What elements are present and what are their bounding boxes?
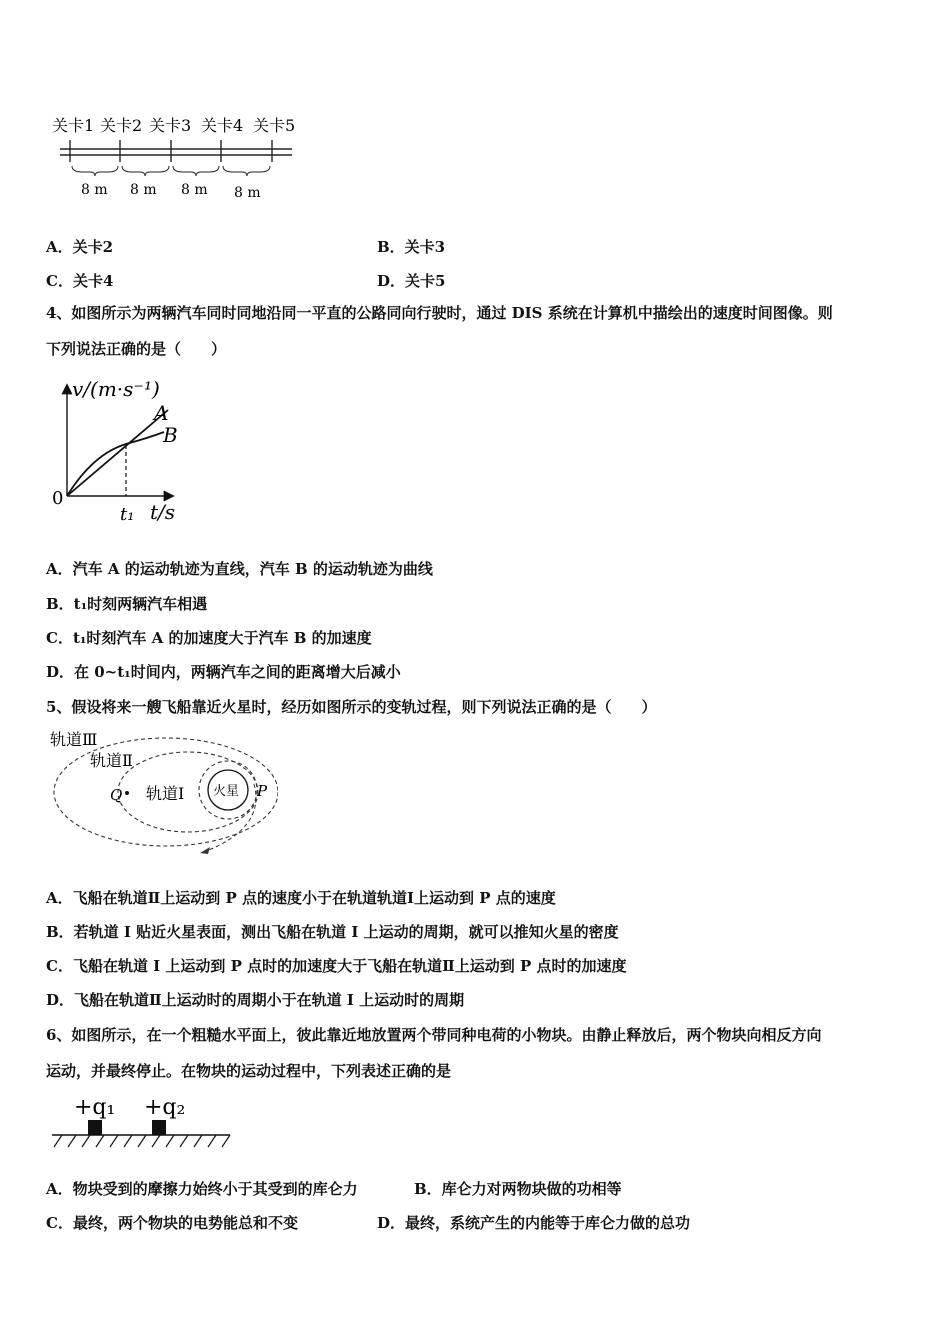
q3-figure bbox=[50, 112, 300, 207]
q4-figure bbox=[48, 372, 198, 532]
q4-option-a: A．汽车 A 的运动轨迹为直线，汽车 B 的运动轨迹为曲线 bbox=[46, 560, 433, 578]
block-1 bbox=[88, 1120, 102, 1135]
q5-option-a: A．飞船在轨道Ⅱ上运动到 P 点的速度小于在轨道轨道Ⅰ上运动到 P 点的速度 bbox=[46, 889, 556, 907]
q6-stem-line1: 6、如图所示，在一个粗糙水平面上，彼此靠近地放置两个带同种电荷的小物块。由静止释放后，两个物块向相反方向 bbox=[46, 1026, 822, 1044]
brace-1 bbox=[72, 166, 118, 176]
checkpoint-label-2: 关卡2 bbox=[100, 116, 143, 135]
checkpoint-label-5: 关卡5 bbox=[253, 116, 296, 135]
origin-label: 0 bbox=[52, 488, 64, 509]
charge-1-label: +q₁ bbox=[74, 1095, 116, 1120]
orbit-2-label: 轨道Ⅱ bbox=[90, 751, 133, 770]
q6-charges-diagram bbox=[50, 1092, 235, 1154]
q4-stem bbox=[46, 295, 916, 367]
y-axis-label: v/(m·s⁻¹) bbox=[72, 377, 160, 401]
checkpoint-label-1: 关卡1 bbox=[52, 116, 95, 135]
t1-label: t₁ bbox=[120, 504, 135, 525]
q6-option-c: C．最终，两个物块的电势能总和不变 bbox=[46, 1214, 298, 1232]
q6-stem bbox=[46, 1017, 916, 1089]
brace-3 bbox=[173, 166, 219, 176]
q5-figure bbox=[48, 728, 278, 858]
q3-option-b: B．关卡3 bbox=[377, 238, 446, 256]
q3-option-c: C．关卡4 bbox=[46, 272, 114, 290]
distance-label-3: 8 m bbox=[181, 182, 208, 198]
q6-option-b: B．库仑力对两物块做的功相等 bbox=[414, 1180, 622, 1198]
q6-option-d: D．最终，系统产生的内能等于库仑力做的总功 bbox=[377, 1214, 691, 1232]
q4-stem-line2: 下列说法正确的是（ ） bbox=[46, 340, 227, 358]
point-q-label: Q bbox=[110, 786, 123, 804]
x-axis-label: t/s bbox=[150, 500, 176, 524]
curve-a bbox=[67, 410, 168, 496]
q4-option-c: C．t₁时刻汽车 A 的加速度大于汽车 B 的加速度 bbox=[46, 629, 372, 647]
q4-option-d: D．在 0~t₁时间内，两辆汽车之间的距离增大后减小 bbox=[46, 663, 401, 681]
q5-stem: 5、假设将来一艘飞船靠近火星时，经历如图所示的变轨过程，则下列说法正确的是（ ） bbox=[46, 698, 657, 716]
distance-label-2: 8 m bbox=[130, 182, 157, 198]
point-q-dot bbox=[125, 791, 129, 795]
q5-option-b: B．若轨道 I 贴近火星表面，测出飞船在轨道 I 上运动的周期，就可以推知火星的密度 bbox=[46, 923, 619, 941]
q4-stem-line1: 4、如图所示为两辆汽车同时同地沿同一平直的公路同向行驶时，通过 DIS 系统在计算机中描绘出的速度时间图像。则 bbox=[46, 304, 833, 322]
orbit-3-label: 轨道Ⅲ bbox=[50, 730, 98, 749]
q6-stem-line2: 运动，并最终停止。在物块的运动过程中，下列表述正确的是 bbox=[46, 1062, 452, 1080]
curve-b-label: B bbox=[163, 423, 178, 447]
curve-a-label: A bbox=[154, 401, 169, 425]
block-2 bbox=[152, 1120, 166, 1135]
checkpoint-label-3: 关卡3 bbox=[149, 116, 192, 135]
brace-4 bbox=[223, 166, 270, 176]
approach-arrow-icon bbox=[200, 847, 210, 854]
q4-vt-graph bbox=[48, 372, 198, 532]
q5-option-d: D．飞船在轨道Ⅱ上运动时的周期小于在轨道 I 上运动时的周期 bbox=[46, 991, 465, 1009]
q5-option-c: C．飞船在轨道 I 上运动到 P 点时的加速度大于飞船在轨道Ⅱ上运动到 P 点时的加速度 bbox=[46, 957, 627, 975]
q6-option-a: A．物块受到的摩擦力始终小于其受到的库仑力 bbox=[46, 1180, 358, 1198]
q3-option-a: A．关卡2 bbox=[46, 238, 114, 256]
q5-orbit-diagram bbox=[48, 728, 278, 858]
q6-figure bbox=[50, 1092, 235, 1154]
mars-label: 火星 bbox=[213, 784, 240, 799]
ground-hatching bbox=[54, 1135, 230, 1147]
q3-option-d: D．关卡5 bbox=[377, 272, 446, 290]
charge-2-label: +q₂ bbox=[144, 1095, 186, 1120]
point-p-label: P bbox=[257, 782, 268, 800]
distance-label-1: 8 m bbox=[81, 182, 108, 198]
curve-b bbox=[67, 432, 164, 496]
q3-road-diagram bbox=[50, 112, 300, 207]
checkpoint-label-4: 关卡4 bbox=[201, 116, 244, 135]
distance-label-4: 8 m bbox=[234, 185, 261, 201]
orbit-1-label: 轨道Ⅰ bbox=[146, 784, 185, 803]
brace-2 bbox=[122, 166, 169, 176]
q4-option-b: B．t₁时刻两辆汽车相遇 bbox=[46, 595, 208, 613]
